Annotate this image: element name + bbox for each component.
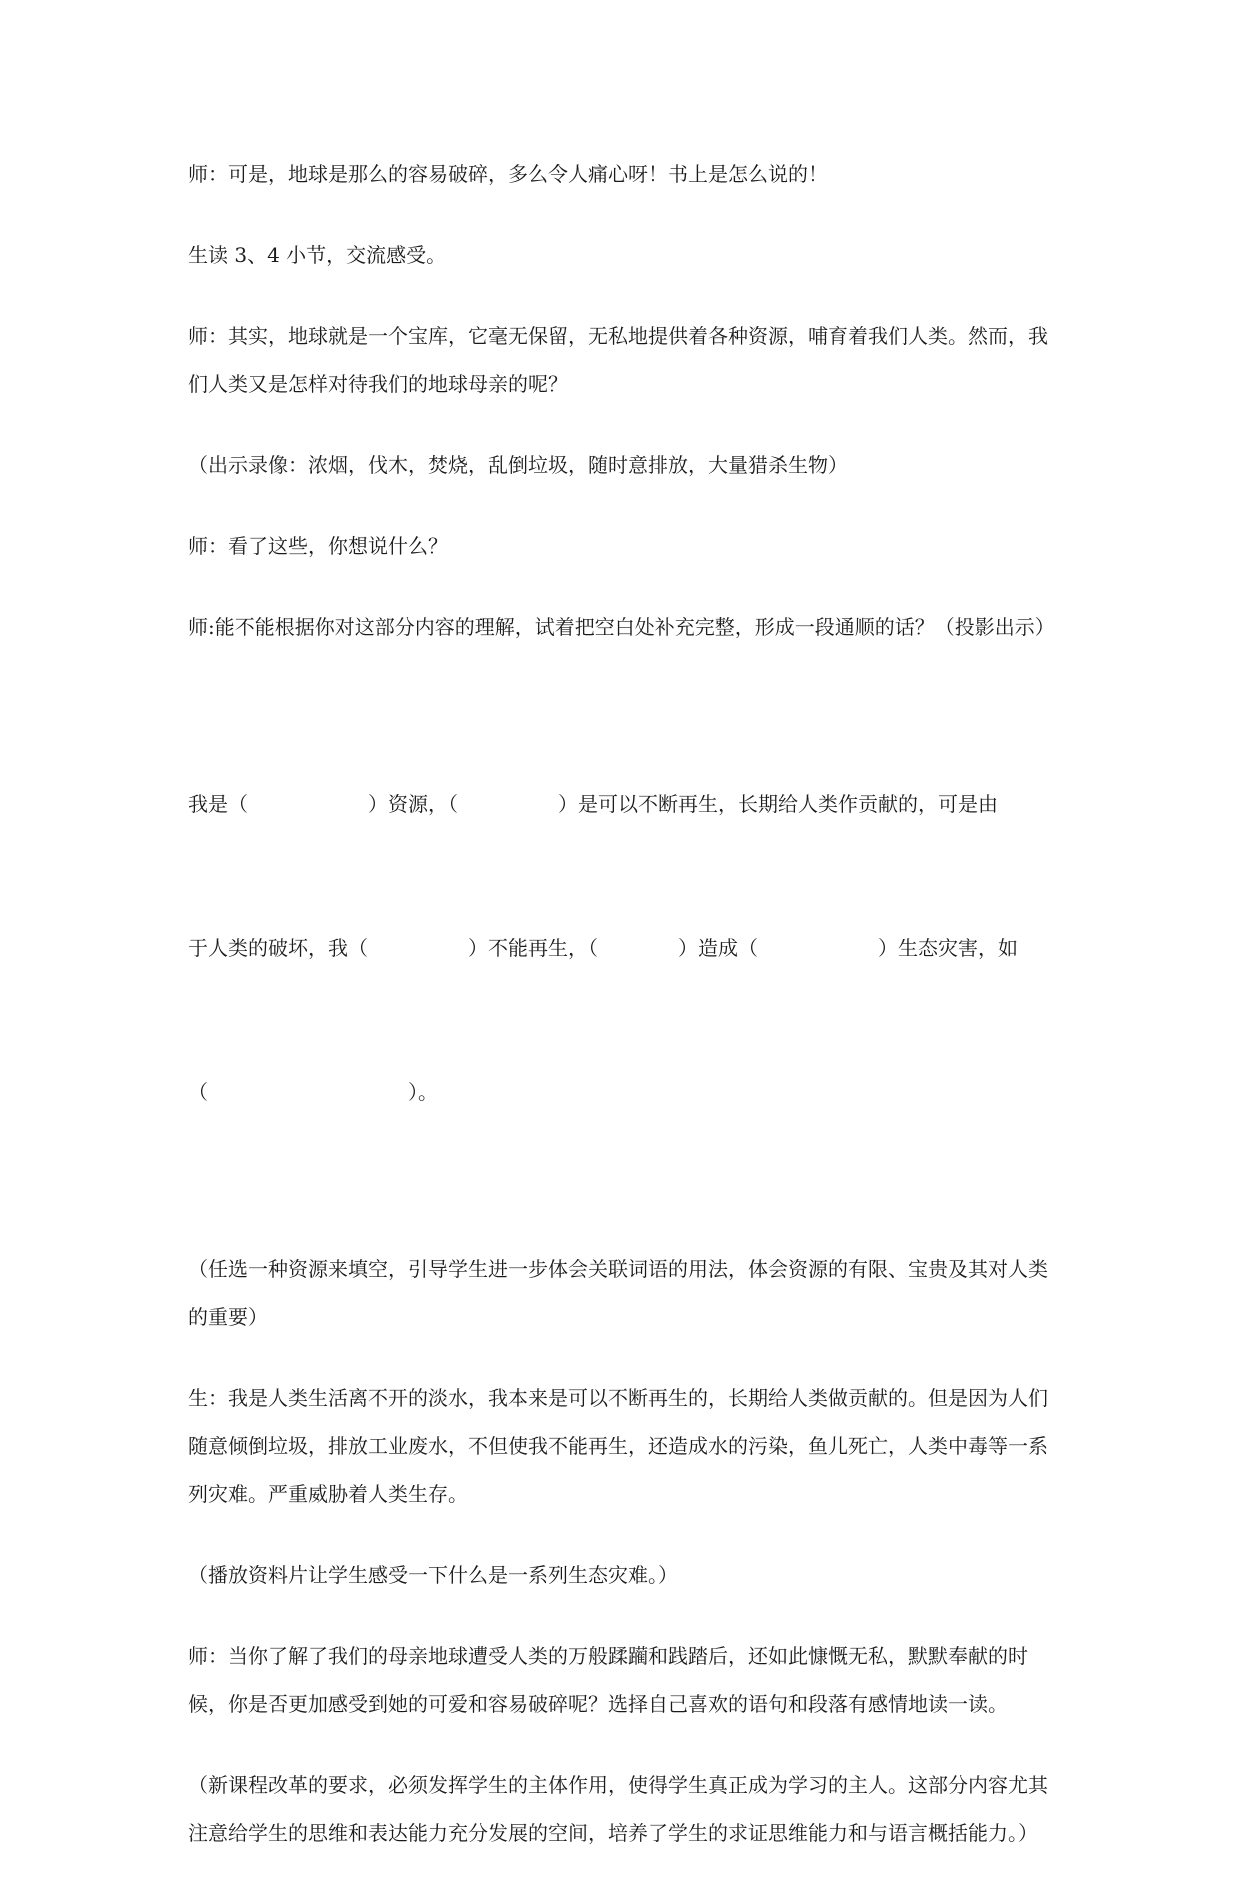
paragraph: 师：其实，地球就是一个宝库，它毫无保留，无私地提供着各种资源，哺育着我们人类。然而，我们人类又是怎样对待我们的地球母亲的呢？ — [188, 324, 1048, 396]
paragraph: （播放资料片让学生感受一下什么是一系列生态灾难。） — [188, 1563, 678, 1587]
paragraph: 师：当你了解了我们的母亲地球遭受人类的万般蹂躏和践踏后，还如此慷慨无私，默默奉献的时候，你是否更加感受到她的可爱和容易破碎呢？选择自己喜欢的语句和段落有感情地读一读。 — [188, 1644, 1028, 1716]
paragraph: 师：可是，地球是那么的容易破碎，多么令人痛心呀！书上是怎么说的！ — [188, 162, 828, 186]
fill-in-blank-line: （ ）。 — [188, 1080, 438, 1104]
paragraph: 生读 3、4 小节，交流感受。 — [188, 243, 447, 267]
paragraph: 师:能不能根据你对这部分内容的理解，试着把空白处补充完整，形成一段通顺的话？（投影出示） — [188, 615, 1055, 639]
paragraph: 生：我是人类生活离不开的淡水，我本来是可以不断再生的，长期给人类做贡献的。但是因为人们随意倾倒垃圾，排放工业废水，不但使我不能再生，还造成水的污染，鱼儿死亡，人类中毒等一系列灾难。严重威胁着人类生存。 — [188, 1386, 1048, 1506]
paragraph: （任选一种资源来填空，引导学生进一步体会关联词语的用法，体会资源的有限、宝贵及其对人类的重要） — [188, 1257, 1048, 1329]
fill-in-blank-line: 于人类的破坏，我（ ）不能再生，（ ）造成（ ）生态灾害，如 — [188, 936, 1018, 960]
paragraph: 师：看了这些，你想说什么？ — [188, 534, 448, 558]
document-page — [188, 150, 1058, 1890]
paragraph: （出示录像：浓烟，伐木，焚烧，乱倒垃圾，随时意排放，大量猎杀生物） — [188, 453, 848, 477]
fill-in-blank-paragraph — [188, 684, 1058, 1212]
paragraph: （新课程改革的要求，必须发挥学生的主体作用，使得学生真正成为学习的主人。这部分内容尤其注意给学生的思维和表达能力充分发展的空间，培养了学生的求证思维能力和与语言概括能力。） — [188, 1773, 1048, 1845]
fill-in-blank-line: 我是（ ）资源，（ ）是可以不断再生，长期给人类作贡献的，可是由 — [188, 792, 998, 816]
